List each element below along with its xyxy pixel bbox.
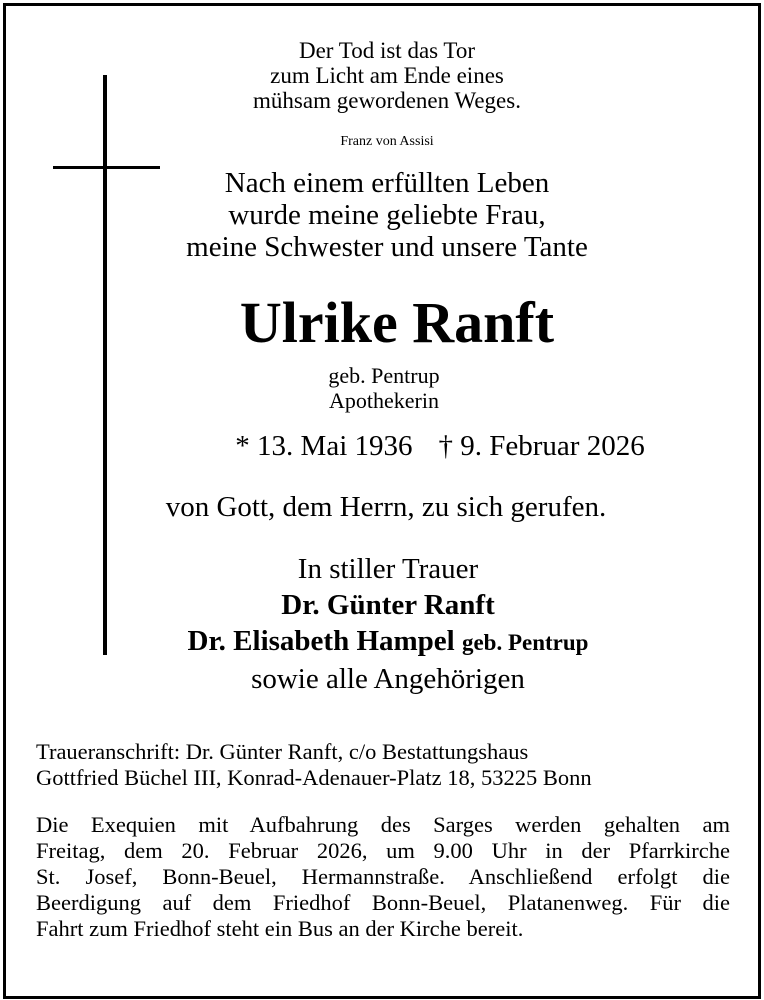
deceased-details <box>134 363 634 413</box>
motto <box>106 38 668 113</box>
motto-line-2: zum Licht am Ende eines <box>270 63 504 88</box>
intro-line-3: meine Schwester und unsere Tante <box>186 231 588 263</box>
birth-name: geb. Pentrup <box>328 363 440 388</box>
exequies-line-4: Beerdigung auf dem Friedhof Bonn-Beuel, Platanenweg. Für die <box>36 890 730 915</box>
mourners <box>106 551 670 697</box>
intro-line-2: wurde meine geliebte Frau, <box>228 199 546 231</box>
mourner-2-name: Dr. Elisabeth Hampel <box>187 625 455 657</box>
life-dates <box>111 428 764 464</box>
motto-author: Franz von Assisi <box>340 134 434 149</box>
profession: Apothekerin <box>329 388 439 413</box>
deceased-name: Ulrike Ranft <box>239 290 555 355</box>
address-line-2: Gottfried Büchel III, Konrad-Adenauer-Platz 18, 53225 Bonn <box>36 765 592 790</box>
exequies-line-1: Die Exequien mit Aufbahrung des Sarges werden gehalten am <box>36 812 730 837</box>
motto-line-3: mühsam gewordenen Weges. <box>253 88 521 113</box>
mourner-1: Dr. Günter Ranft <box>281 589 495 621</box>
intro-line-1: Nach einem erfüllten Leben <box>224 167 550 199</box>
mourning-address <box>36 739 730 791</box>
exequies-line-2: Freitag, dem 20. Februar 2026, um 9.00 Uhr in der Pfarrkirche <box>36 838 730 863</box>
address-line-1: Traueranschrift: Dr. Günter Ranft, c/o Bestattungshaus <box>36 739 529 764</box>
mourner-2 <box>106 623 670 661</box>
mourner-2-suffix: geb. Pentrup <box>461 630 589 655</box>
other-relatives: sowie alle Angehörigen <box>251 663 525 695</box>
birth-date: * 13. Mai 1936 <box>235 430 413 462</box>
mourning-heading: In stiller Trauer <box>297 553 479 585</box>
exequies-notice <box>36 812 730 942</box>
called-home-text: von Gott, dem Herrn, zu sich gerufen. <box>165 491 607 523</box>
obituary-frame <box>3 3 761 999</box>
exequies-line-3: St. Josef, Bonn-Beuel, Hermannstraße. Anschließend erfolgt die <box>36 864 730 889</box>
death-date: † 9. Februar 2026 <box>438 430 645 462</box>
motto-line-1: Der Tod ist das Tor <box>298 38 476 63</box>
intro-text <box>106 167 668 263</box>
exequies-line-5: Fahrt zum Friedhof steht ein Bus an der Kirche bereit. <box>36 916 524 941</box>
